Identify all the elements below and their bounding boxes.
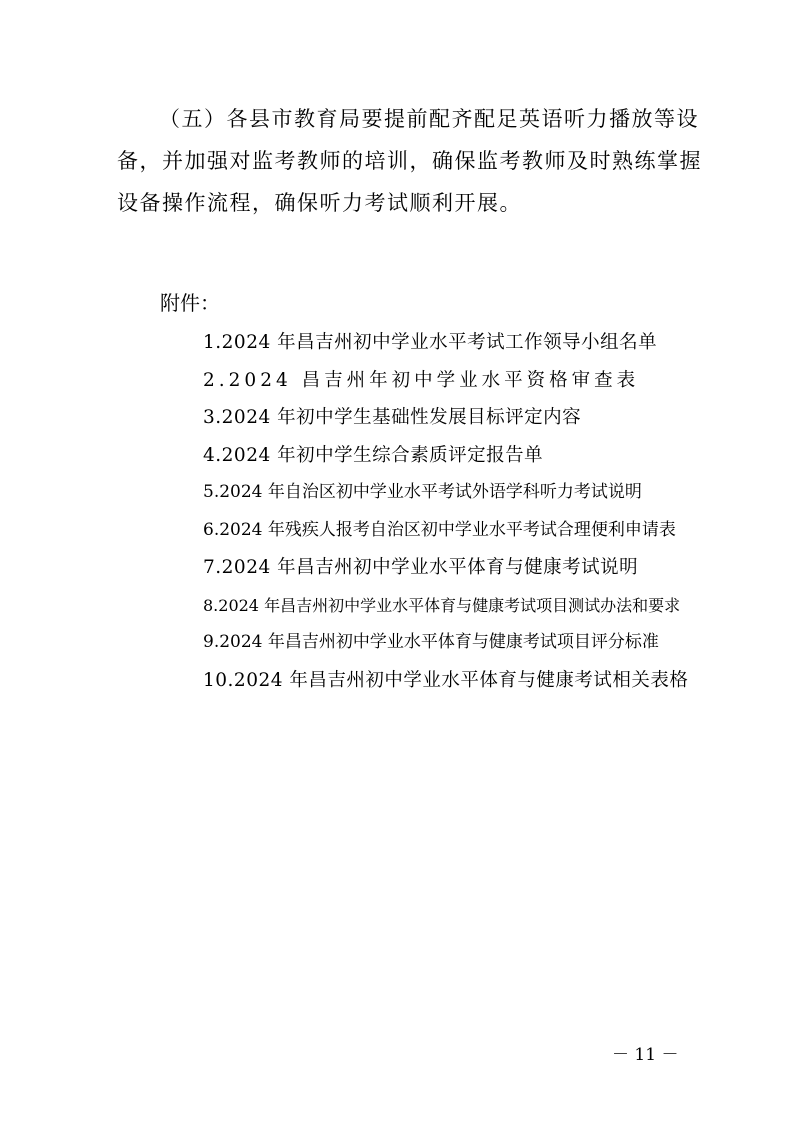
paragraph-line-3: 设备操作流程，确保听力考试顺利开展。 <box>117 191 522 215</box>
attachments-label: 附件： <box>160 291 220 315</box>
page-number: － 11 － <box>612 1045 679 1065</box>
attachment-item-4: 4.2024 年初中学生综合素质评定报告单 <box>203 444 544 466</box>
attachment-item-8: 8.2024 年昌吉州初中学业水平体育与健康考试项目测试办法和要求 <box>203 595 681 615</box>
attachment-item-1: 1.2024 年昌吉州初中学业水平考试工作领导小组名单 <box>203 332 658 353</box>
attachment-item-6: 6.2024 年残疾人报考自治区初中学业水平考试合理便利申请表 <box>203 519 676 540</box>
attachment-item-7: 7.2024 年昌吉州初中学业水平体育与健康考试说明 <box>203 557 639 578</box>
attachment-item-10: 10.2024 年昌吉州初中学业水平体育与健康考试相关表格 <box>203 669 689 691</box>
paragraph-line-2: 备，并加强对监考教师的培训，确保监考教师及时熟练掌握 <box>117 149 702 173</box>
paragraph-line-1: （五）各县市教育局要提前配齐配足英语听力播放等设 <box>159 107 699 131</box>
attachments-list <box>203 324 688 699</box>
body-paragraph <box>117 98 702 224</box>
attachment-item-3: 3.2024 年初中学生基础性发展目标评定内容 <box>203 407 582 428</box>
attachment-item-5: 5.2024 年自治区初中学业水平考试外语学科听力考试说明 <box>203 482 642 502</box>
attachment-item-9: 9.2024 年昌吉州初中学业水平体育与健康考试项目评分标准 <box>203 632 659 652</box>
attachment-item-2: 2.2024 昌吉州年初中学业水平资格审查表 <box>203 369 640 391</box>
